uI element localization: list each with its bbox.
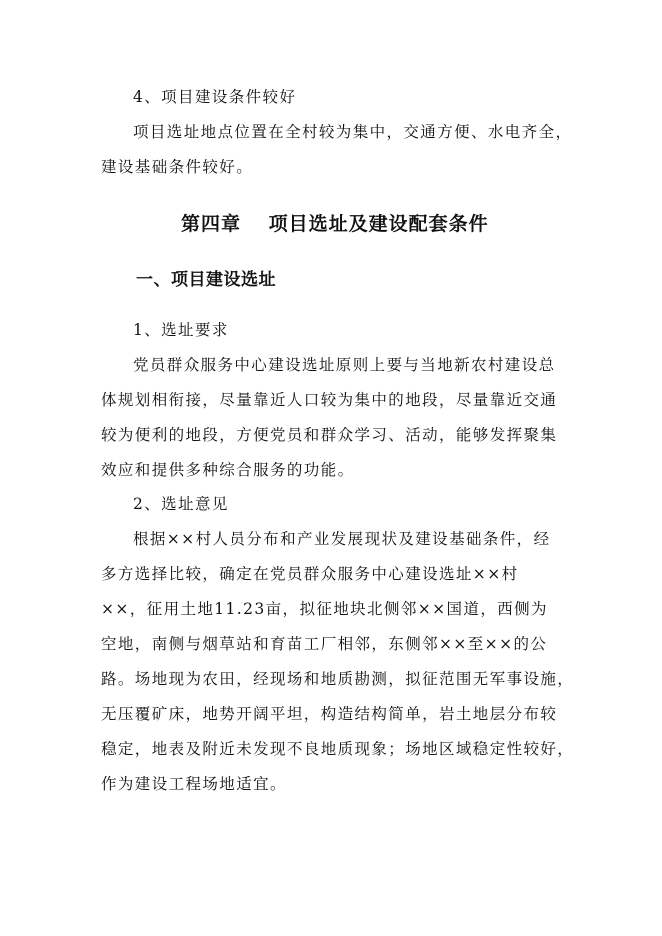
- subsection-1-line-2: 体规划相衔接，尽量靠近人口较为集中的地段，尽量靠近交通: [101, 391, 558, 409]
- subsection-2-line-1: 根据××村人员分布和产业发展现状及建设基础条件，经: [133, 530, 551, 548]
- subsection-1-line-1: 党员群众服务中心建设选址原则上要与当地新农村建设总: [133, 356, 556, 374]
- item4-title: 4、项目建设条件较好: [133, 88, 297, 106]
- subsection-2-line-6: 无压覆矿床，地势开阔平坦，构造结构简单，岩土地层分布较: [101, 705, 558, 723]
- subsection-2-line-2: 多方选择比较，确定在党员群众服务中心建设选址××村: [101, 565, 519, 583]
- item4-paragraph-line-1: 项目选址地点位置在全村较为集中，交通方便、水电齐全，: [133, 123, 573, 141]
- section-title: 一、项目建设选址: [136, 270, 276, 290]
- subsection-2-line-5: 路。场地现为农田，经现场和地质勘测，拟征范围无军事设施，: [101, 670, 575, 688]
- item4-paragraph-line-2: 建设基础条件较好。: [101, 158, 254, 176]
- subsection-1-line-4: 效应和提供多种综合服务的功能。: [101, 461, 355, 479]
- subsection-2-title: 2、选址意见: [133, 495, 229, 513]
- subsection-2-line-3: ××，征用土地11.23亩，拟征地块北侧邻××国道，西侧为: [101, 600, 548, 618]
- subsection-1-title: 1、选址要求: [133, 321, 229, 339]
- subsection-1-line-3: 较为便利的地段，方便党员和群众学习、活动，能够发挥聚集: [101, 426, 558, 444]
- subsection-2-line-8: 作为建设工程场地适宜。: [101, 775, 287, 793]
- subsection-2-line-7: 稳定，地表及附近未发现不良地质现象；场地区域稳定性较好，: [101, 740, 575, 758]
- subsection-2-line-4: 空地，南侧与烟草站和育苗工厂相邻，东侧邻××至××的公: [101, 635, 548, 653]
- chapter-title: 第四章 项目选址及建设配套条件: [181, 213, 489, 235]
